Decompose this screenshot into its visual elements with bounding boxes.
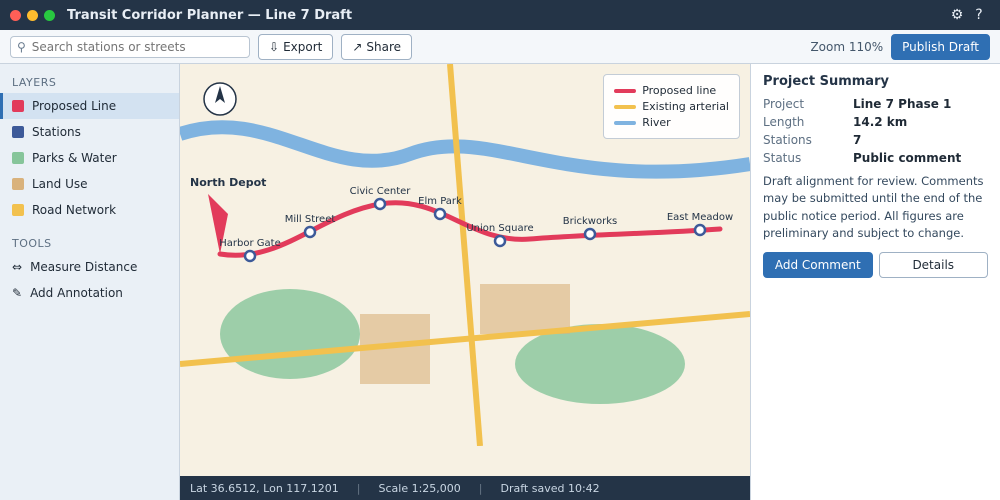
- summary-field: [763, 115, 988, 129]
- layer-color-swatch: [12, 100, 24, 112]
- sidebar-item-layer[interactable]: [0, 197, 179, 223]
- map-canvas[interactable]: [180, 64, 750, 476]
- legend-item: [614, 84, 729, 97]
- search-box: [10, 36, 250, 58]
- station-label: East Meadow: [666, 212, 734, 223]
- legend-swatch: [614, 105, 636, 109]
- panel-actions: [763, 252, 988, 278]
- sidebar-item-layer[interactable]: [0, 93, 179, 119]
- main-area: [0, 64, 1000, 500]
- station-marker[interactable]: [245, 251, 255, 261]
- summary-fields: [763, 97, 988, 165]
- legend-item: [614, 100, 729, 113]
- sidebar-item-label: Measure Distance: [30, 260, 138, 274]
- summary-field-key: Project: [763, 97, 805, 111]
- sidebar-item-label: Land Use: [32, 177, 88, 191]
- publish-button-label: Publish Draft: [902, 39, 979, 54]
- sidebar-item-label: Proposed Line: [32, 99, 117, 113]
- layers-sidebar: [0, 64, 180, 500]
- details-button-label: Details: [912, 258, 955, 272]
- summary-field: [763, 133, 988, 147]
- legend-label: River: [642, 116, 671, 129]
- sidebar-item-label: Road Network: [32, 203, 117, 217]
- share-button[interactable]: [341, 34, 412, 60]
- legend-item: [614, 116, 729, 129]
- depot-label: North Depot: [190, 176, 267, 189]
- legend-label: Existing arterial: [642, 100, 729, 113]
- station-marker[interactable]: [435, 209, 445, 219]
- layer-color-swatch: [12, 152, 24, 164]
- add-comment-button-label: Add Comment: [774, 258, 861, 272]
- save-status: Draft saved 10:42: [500, 481, 600, 495]
- tools-section-heading: TOOLS: [12, 237, 52, 250]
- legend-swatch: [614, 121, 636, 125]
- legend-swatch: [614, 89, 636, 93]
- layer-color-swatch: [12, 126, 24, 138]
- station-marker[interactable]: [695, 225, 705, 235]
- cursor-coordinates: Lat 36.6512, Lon 117.1201: [190, 481, 339, 495]
- window-title: Transit Corridor Planner — Line 7 Draft: [67, 7, 353, 23]
- panel-title: Project Summary: [763, 74, 889, 89]
- title-bar: [0, 0, 1000, 30]
- close-window-button[interactable]: [10, 10, 21, 21]
- legend-label: Proposed line: [642, 84, 717, 97]
- details-button[interactable]: [879, 252, 989, 278]
- sidebar-item-layer[interactable]: [0, 171, 179, 197]
- export-button-label: Export: [283, 39, 323, 54]
- layer-color-swatch: [12, 178, 24, 190]
- station-marker[interactable]: [375, 199, 385, 209]
- summary-field-value: Line 7 Phase 1: [853, 97, 952, 111]
- zoom-level: Zoom 110%: [810, 39, 884, 54]
- publish-button[interactable]: [891, 34, 990, 60]
- export-button[interactable]: [258, 34, 333, 60]
- summary-field-key: Status: [763, 151, 802, 165]
- station-label: Brickworks: [562, 216, 618, 227]
- status-bar: [180, 476, 750, 500]
- window-controls: [10, 10, 55, 21]
- map-content: [180, 64, 750, 500]
- add-comment-button[interactable]: [763, 252, 873, 278]
- status-separator: |: [478, 481, 483, 495]
- north-arrow-icon: [204, 83, 236, 115]
- sidebar-item-label: Stations: [32, 125, 81, 139]
- summary-field-key: Stations: [763, 133, 812, 147]
- help-icon[interactable]: ?: [975, 7, 983, 23]
- summary-field-value: Public comment: [853, 151, 962, 165]
- sidebar-item-layer[interactable]: [0, 119, 179, 145]
- download-icon: ⇩: [269, 39, 280, 54]
- search-icon: ⚲: [17, 39, 26, 54]
- share-icon: ↗: [352, 39, 363, 54]
- legend-list: [614, 84, 729, 129]
- layer-color-swatch: [12, 204, 24, 216]
- share-button-label: Share: [366, 39, 402, 54]
- station-marker[interactable]: [495, 236, 505, 246]
- park-east: [515, 324, 685, 404]
- station-marker[interactable]: [585, 229, 595, 239]
- map-scale: Scale 1:25,000: [378, 481, 461, 495]
- sidebar-item-layer[interactable]: [0, 145, 179, 171]
- tool-list: [0, 254, 179, 306]
- park-west: [220, 289, 360, 379]
- ruler-icon: ⇔: [12, 260, 23, 274]
- summary-field: [763, 151, 988, 165]
- station-label: Union Square: [466, 223, 534, 234]
- landuse-block-1: [480, 284, 570, 334]
- sidebar-item-tool[interactable]: [0, 254, 179, 280]
- summary-field-value: 14.2 km: [853, 115, 908, 129]
- search-input[interactable]: [30, 39, 243, 55]
- station-label: Harbor Gate: [219, 238, 281, 249]
- station-label: Civic Center: [349, 186, 411, 197]
- layer-list: [0, 93, 179, 223]
- sidebar-item-tool[interactable]: [0, 280, 179, 306]
- station-label: Elm Park: [418, 196, 462, 207]
- summary-field-value: 7: [853, 133, 862, 147]
- project-description: Draft alignment for review. Comments may be submitted until the end of the public notice period. All figures are preliminary and subject to change.: [763, 174, 984, 240]
- project-summary-panel: [750, 64, 1000, 500]
- layers-section-heading: LAYERS: [12, 76, 57, 89]
- settings-gear-icon[interactable]: ⚙: [950, 7, 964, 23]
- summary-field: [763, 97, 988, 111]
- maximize-window-button[interactable]: [44, 10, 55, 21]
- minimize-window-button[interactable]: [27, 10, 38, 21]
- sidebar-item-label: Parks & Water: [32, 151, 117, 165]
- sidebar-item-label: Add Annotation: [30, 286, 123, 300]
- pencil-icon: ✎: [12, 286, 23, 300]
- map-legend: [603, 74, 740, 139]
- toolbar: [0, 30, 1000, 64]
- summary-field-key: Length: [763, 115, 805, 129]
- station-label: Mill Street: [284, 214, 336, 225]
- status-separator: |: [356, 481, 361, 495]
- station-marker[interactable]: [305, 227, 315, 237]
